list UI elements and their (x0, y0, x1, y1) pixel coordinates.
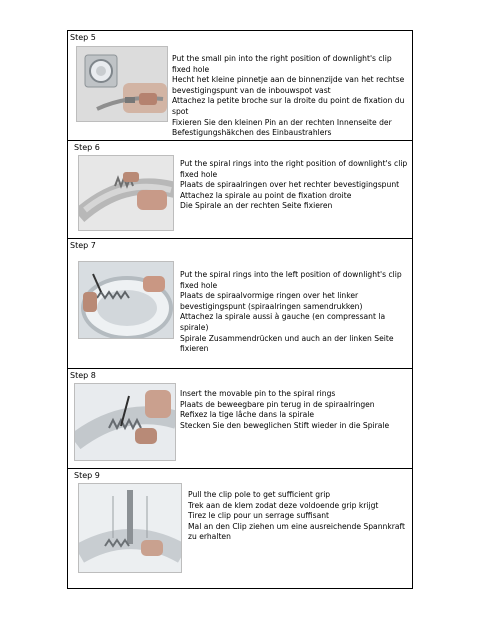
step-5-text (172, 54, 408, 139)
step-7-section (68, 239, 412, 369)
step-label: Step 5 (70, 33, 96, 42)
instruction-fr: Tirez le clip pour un serrage suffisant (188, 511, 330, 521)
step-6-text (180, 159, 408, 212)
spiral-ring-right-photo (78, 155, 174, 231)
instruction-de: Mal an den Clip ziehen um eine ausreichende Spannkraft zu erhalten (188, 521, 406, 542)
movable-pin-photo (74, 383, 176, 461)
clip-pole-grip-photo (78, 483, 182, 573)
downlight-clip-small-pin-photo (76, 46, 168, 122)
step-label: Step 6 (74, 143, 100, 152)
spiral-ring-left-photo (78, 261, 174, 339)
instruction-nl: Plaats de spiraalringen over het rechter bevestigingspunt (180, 180, 400, 190)
instruction-fr: Refixez la tige lâche dans la spirale (180, 410, 315, 420)
step-label: Step 7 (70, 241, 96, 250)
step-8-section (68, 369, 412, 469)
instruction-nl: Hecht het kleine pinnetje aan de binnenzijde van het rechtse bevestigingspunt van de inbouwspot vast (172, 75, 405, 95)
step-label: Step 8 (70, 371, 96, 380)
instruction-en: Pull the clip pole to get sufficient grip (188, 490, 331, 499)
instruction-nl: Plaats de spiraalvormige ringen over het linker bevestigingspunt (spiraalringen samendrukken) (180, 291, 363, 311)
instruction-en: Insert the movable pin to the spiral rings (180, 389, 336, 398)
step-9-section (68, 469, 412, 590)
step-5-section (68, 31, 412, 141)
instruction-fr: Attachez la petite broche sur la droite du point de fixation du spot (172, 96, 405, 116)
step-6-section (68, 141, 412, 239)
step-8-text (180, 389, 408, 431)
instruction-de: Stecken Sie den beweglichen Stift wieder in die Spirale (180, 420, 390, 430)
instruction-nl: Trek aan de klem zodat deze voldoende grip krijgt (188, 500, 379, 510)
instruction-fr: Attachez la spirale au point de fixation droite (180, 190, 352, 200)
instruction-en: Put the spiral rings into the left position of downlight's clip fixed hole (180, 270, 402, 290)
instruction-en: Put the small pin into the right position of downlight's clip fixed hole (172, 54, 392, 74)
instruction-en: Put the spiral rings into the right position of downlight's clip fixed hole (180, 159, 408, 179)
step-label: Step 9 (74, 471, 100, 480)
instruction-table (67, 30, 413, 589)
instruction-de: Fixieren Sie den kleinen Pin an der rechten Innenseite der Befestigungshäkchen des Einbaustrahlers (172, 117, 392, 138)
instruction-nl: Plaats de beweegbare pin terug in de spiraalringen (180, 399, 375, 409)
step-9-text (188, 490, 410, 543)
step-7-text (180, 270, 408, 355)
instruction-fr: Attachez la spirale aussi à gauche (en compressant la spirale) (180, 312, 386, 332)
instruction-de: Spirale Zusammendrücken und auch an der linken Seite fixieren (180, 333, 394, 354)
instruction-de: Die Spirale an der rechten Seite fixieren (180, 201, 333, 211)
